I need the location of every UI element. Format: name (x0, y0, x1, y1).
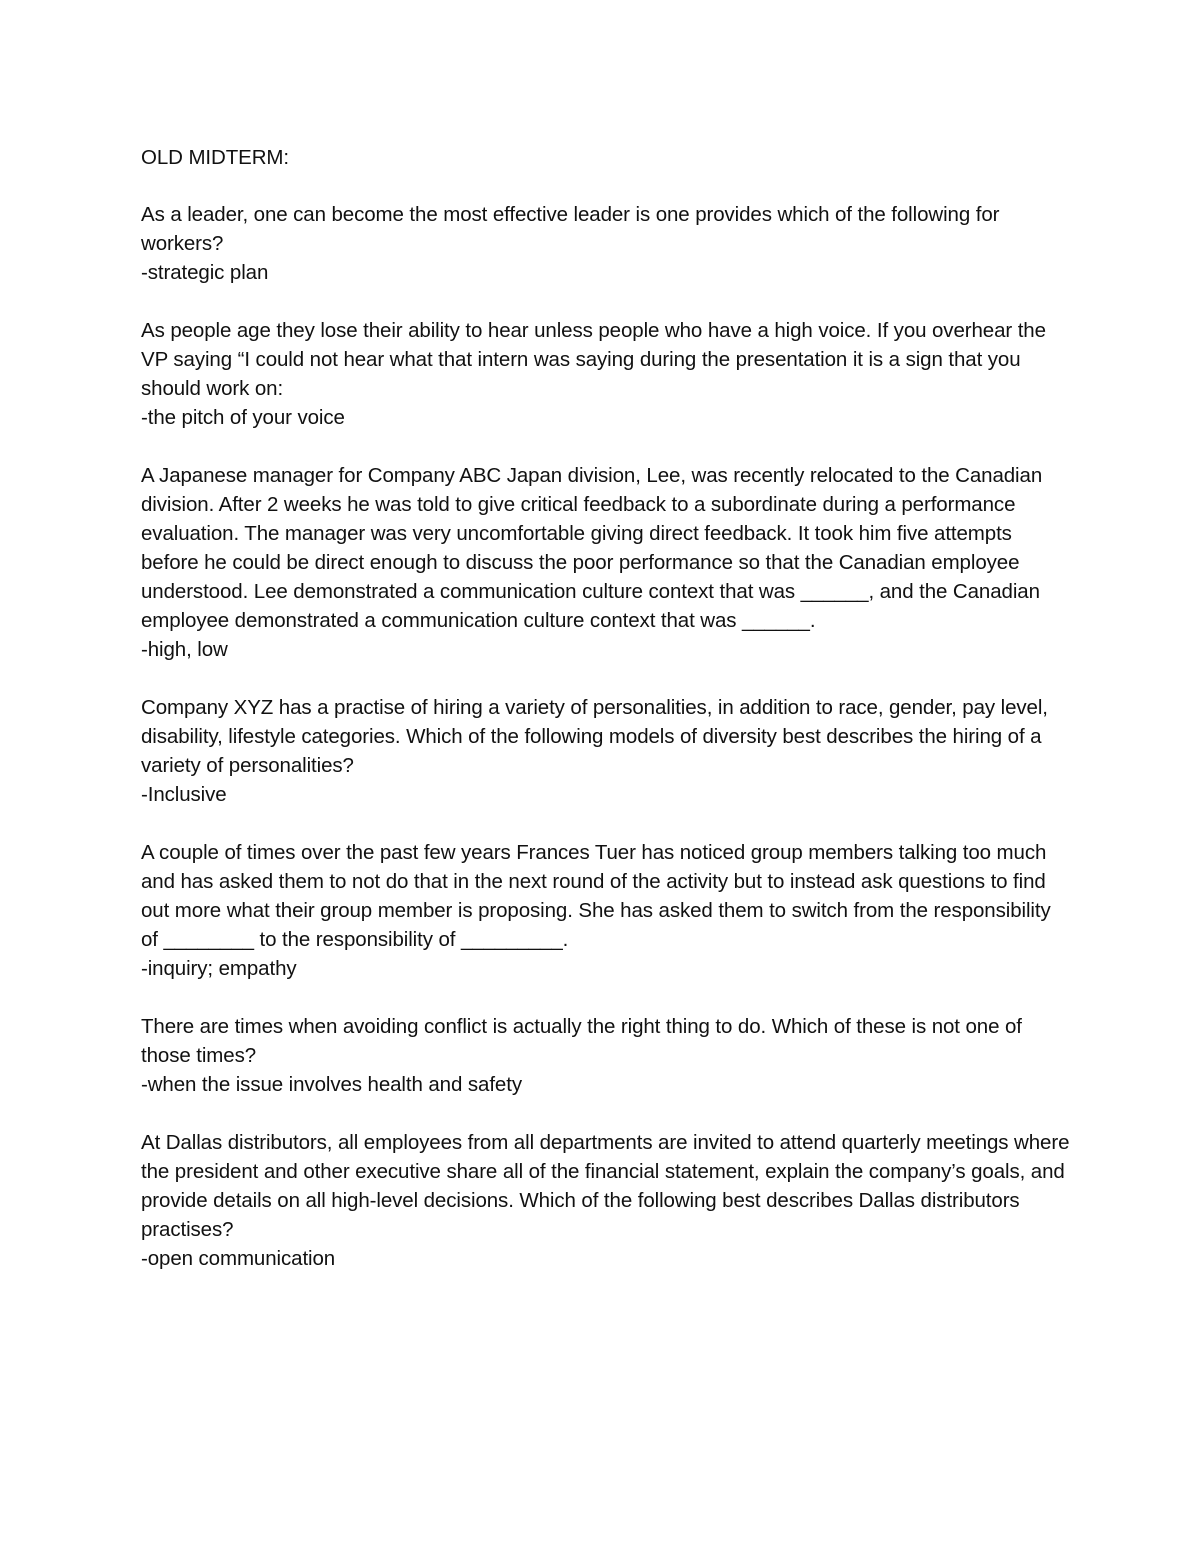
question-block-7 (141, 1128, 1071, 1273)
question-text: As people age they lose their ability to hear unless people who have a high voice. If you overhear the VP saying “I could not hear what that intern was saying during the presentation it is a sign that you should work on: (141, 319, 1046, 400)
question-block-2 (141, 316, 1071, 432)
question-text: As a leader, one can become the most effective leader is one provides which of the following for workers? (141, 203, 1000, 255)
answer-text: -inquiry; empathy (141, 957, 297, 980)
answer-text: -when the issue involves health and safety (141, 1073, 522, 1096)
question-text: A couple of times over the past few years Frances Tuer has noticed group members talking too much and has asked them to not do that in the next round of the activity but to instead ask questions to find out more what their group member is proposing. She has asked them to switch from the responsibility of ________ to the responsibility of _________. (141, 841, 1051, 951)
answer-text: -open communication (141, 1247, 336, 1270)
question-block-4 (141, 693, 1071, 809)
question-text: Company XYZ has a practise of hiring a variety of personalities, in addition to race, gender, pay level, disability, lifestyle categories. Which of the following models of diversity best describes the hiring of a variety of personalities? (141, 696, 1048, 777)
question-text: A Japanese manager for Company ABC Japan division, Lee, was recently relocated to the Canadian division. After 2 weeks he was told to give critical feedback to a subordinate during a performance evaluation. The manager was very uncomfortable giving direct feedback. It took him five attempts before he could be direct enough to discuss the poor performance so that the Canadian employee understood. Lee demonstrated a communication culture context that was ______, and the Canadian employee demonstrated a communication culture context that was ______. (141, 464, 1043, 632)
answer-text: -Inclusive (141, 783, 227, 806)
question-text: There are times when avoiding conflict is actually the right thing to do. Which of these is not one of those times? (141, 1015, 1022, 1067)
question-block-5 (141, 838, 1071, 983)
answer-text: -the pitch of your voice (141, 406, 345, 429)
question-block-1 (141, 200, 1071, 287)
question-block-6 (141, 1012, 1071, 1099)
document-title: OLD MIDTERM: (141, 146, 289, 169)
answer-text: -high, low (141, 638, 228, 661)
question-block-3 (141, 461, 1071, 664)
answer-text: -strategic plan (141, 261, 269, 284)
question-text: At Dallas distributors, all employees from all departments are invited to attend quarterly meetings where the president and other executive share all of the financial statement, explain the company’s goals, and provide details on all high-level decisions. Which of the following best describes Dallas distributors practises? (141, 1131, 1070, 1241)
document-body (141, 143, 1071, 1302)
